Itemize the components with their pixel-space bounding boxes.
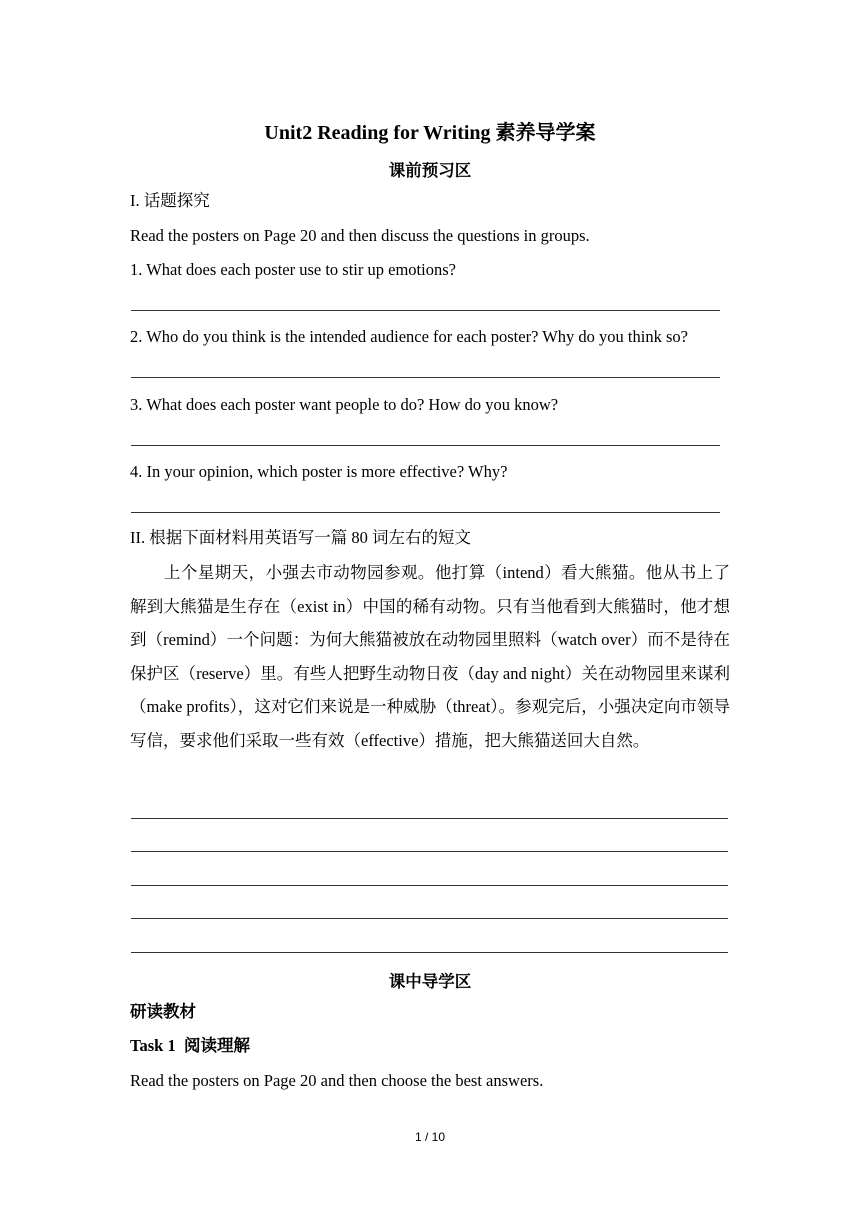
part1-heading: I. 话题探究 — [130, 191, 210, 210]
task1-instruction: Read the posters on Page 20 and then choose the best answers. — [130, 1071, 544, 1090]
writing-line — [131, 818, 728, 819]
task1-heading — [130, 1036, 250, 1056]
answer-line — [131, 377, 720, 378]
writing-material-text: 上个星期天，小强去市动物园参观。他打算（intend）看大熊猫。他从书上了解到大熊猫是生存在（exist in）中国的稀有动物。只有当他看到大熊猫时，他才想到（remind）一个问题：为何大熊猫被放在动物园里照料（watch over）而不是待在保护区（reserve）里。有些人把野生动物日夜（day and night）关在动物园里来谋利（make profits），这对它们来说是一种威胁（threat）。参观完后，小强决定向市领导写信，要求他们采取一些有效（effective）措施，把大熊猫送回大自然。 — [130, 563, 730, 750]
part2-heading: II. 根据下面材料用英语写一篇 80 词左右的短文 — [130, 528, 471, 547]
task1-title: 阅读理解 — [183, 1036, 250, 1055]
part1-intro: Read the posters on Page 20 and then discuss the questions in groups. — [130, 226, 590, 245]
answer-line — [131, 310, 720, 311]
answer-line — [131, 512, 720, 513]
writing-line — [131, 952, 728, 953]
document-title: Unit2 Reading for Writing 素养导学案 — [264, 122, 596, 144]
question-3: 3. What does each poster want people to do? How do you know? — [130, 395, 559, 414]
writing-line — [131, 851, 728, 852]
answer-line — [131, 445, 720, 446]
section-heading-preview: 课前预习区 — [388, 161, 472, 180]
question-4: 4. In your opinion, which poster is more effective? Why? — [130, 462, 508, 481]
question-2: 2. Who do you think is the intended audience for each poster? Why do you think so? — [130, 327, 688, 346]
writing-line — [131, 918, 728, 919]
question-1: 1. What does each poster use to stir up emotions? — [130, 260, 456, 279]
writing-line — [131, 885, 728, 886]
section-heading-class: 课中导学区 — [388, 972, 472, 991]
writing-material — [130, 556, 730, 758]
page-number: 1 / 10 — [414, 1130, 446, 1144]
study-heading: 研读教材 — [130, 1002, 196, 1021]
task1-label: Task 1 — [130, 1036, 176, 1055]
